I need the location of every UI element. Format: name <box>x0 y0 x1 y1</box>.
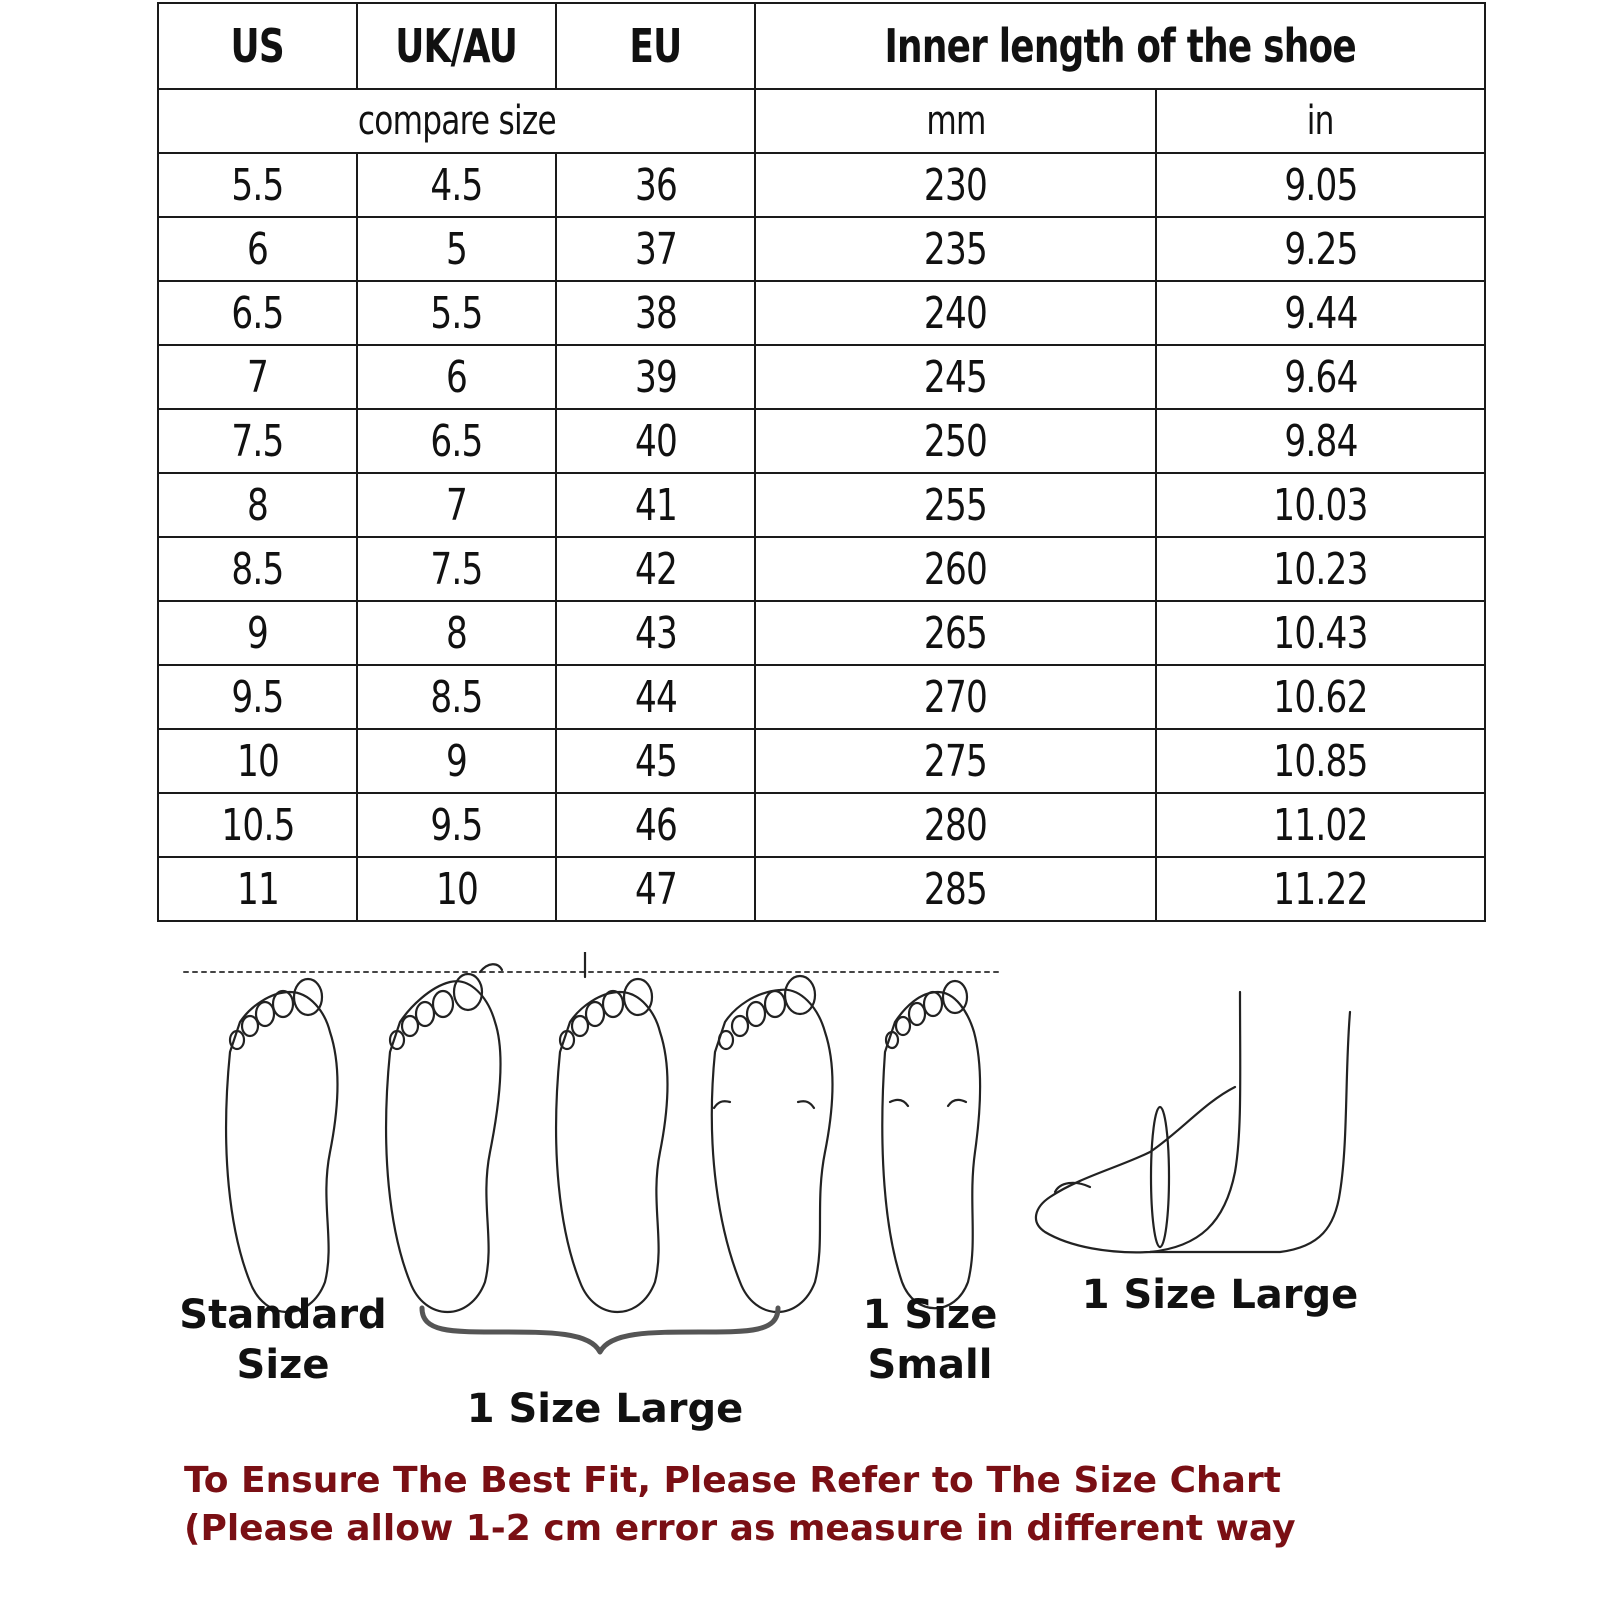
eu-size-cell: 39 <box>556 345 755 409</box>
table-row <box>158 601 1485 665</box>
foot-small-icon <box>882 981 980 1308</box>
side-one-size-large-caption: 1 Size Large <box>1081 1272 1359 1318</box>
uk-au-size-cell: 9.5 <box>357 793 556 857</box>
eu-size-cell: 37 <box>556 217 755 281</box>
table-row <box>158 857 1485 921</box>
table-row <box>158 537 1485 601</box>
us-size-cell: 9.5 <box>158 665 357 729</box>
standard-size-line2: Size <box>236 1342 330 1388</box>
eu-size-cell: 47 <box>556 857 755 921</box>
us-size-cell: 5.5 <box>158 153 357 217</box>
length-in-cell: 9.64 <box>1156 345 1485 409</box>
length-in-cell: 11.02 <box>1156 793 1485 857</box>
uk-au-size-cell: 4.5 <box>357 153 556 217</box>
uk-au-size-cell: 5.5 <box>357 281 556 345</box>
uk-au-size-cell: 7 <box>357 473 556 537</box>
side-view-foot-icon <box>1036 992 1350 1252</box>
length-mm-cell: 275 <box>755 729 1156 793</box>
eu-size-cell: 40 <box>556 409 755 473</box>
us-size-cell: 7.5 <box>158 409 357 473</box>
uk-au-size-cell: 9 <box>357 729 556 793</box>
eu-size-cell: 46 <box>556 793 755 857</box>
size-large-brace-icon <box>422 1308 778 1352</box>
length-in-cell: 9.44 <box>1156 281 1485 345</box>
length-in-cell: 9.05 <box>1156 153 1485 217</box>
length-mm-cell: 230 <box>755 153 1156 217</box>
us-size-cell: 10.5 <box>158 793 357 857</box>
us-size-cell: 8 <box>158 473 357 537</box>
length-mm-cell: 250 <box>755 409 1156 473</box>
us-size-cell: 10 <box>158 729 357 793</box>
uk-au-size-cell: 7.5 <box>357 537 556 601</box>
eu-size-cell: 45 <box>556 729 755 793</box>
length-mm-cell: 280 <box>755 793 1156 857</box>
foot-large-3-icon <box>712 976 833 1312</box>
eu-size-cell: 41 <box>556 473 755 537</box>
length-mm-cell: 255 <box>755 473 1156 537</box>
us-size-cell: 7 <box>158 345 357 409</box>
fit-note-line2: (Please allow 1-2 cm error as measure in different way <box>184 1508 1296 1549</box>
us-size-cell: 11 <box>158 857 357 921</box>
eu-size-cell: 44 <box>556 665 755 729</box>
length-in-cell: 10.85 <box>1156 729 1485 793</box>
us-size-cell: 8.5 <box>158 537 357 601</box>
foot-large-2-icon <box>556 952 667 1312</box>
one-size-small-line2: Small <box>867 1342 993 1388</box>
uk-au-size-cell: 10 <box>357 857 556 921</box>
table-row <box>158 153 1485 217</box>
length-mm-cell: 235 <box>755 217 1156 281</box>
eu-size-cell: 43 <box>556 601 755 665</box>
length-in-cell: 10.23 <box>1156 537 1485 601</box>
one-size-small-line1: 1 Size <box>862 1292 998 1338</box>
us-size-cell: 6 <box>158 217 357 281</box>
subheader-in: in <box>1156 89 1485 153</box>
length-mm-cell: 260 <box>755 537 1156 601</box>
length-mm-cell: 245 <box>755 345 1156 409</box>
length-mm-cell: 265 <box>755 601 1156 665</box>
uk-au-size-cell: 8 <box>357 601 556 665</box>
header-us: US <box>158 3 357 89</box>
table-row <box>158 217 1485 281</box>
uk-au-size-cell: 5 <box>357 217 556 281</box>
size-rows <box>158 153 1485 921</box>
uk-au-size-cell: 8.5 <box>357 665 556 729</box>
eu-size-cell: 36 <box>556 153 755 217</box>
table-row <box>158 409 1485 473</box>
length-in-cell: 9.25 <box>1156 217 1485 281</box>
eu-size-cell: 38 <box>556 281 755 345</box>
eu-size-cell: 42 <box>556 537 755 601</box>
length-in-cell: 10.62 <box>1156 665 1485 729</box>
header-inner-length: Inner length of the shoe <box>755 3 1485 89</box>
uk-au-size-cell: 6 <box>357 345 556 409</box>
uk-au-size-cell: 6.5 <box>357 409 556 473</box>
one-size-small-caption <box>850 1290 1010 1390</box>
foot-standard-icon <box>226 979 337 1312</box>
standard-size-line1: Standard <box>179 1292 387 1338</box>
length-in-cell: 11.22 <box>1156 857 1485 921</box>
length-mm-cell: 240 <box>755 281 1156 345</box>
length-in-cell: 10.43 <box>1156 601 1485 665</box>
length-mm-cell: 270 <box>755 665 1156 729</box>
standard-size-caption <box>168 1290 398 1390</box>
subheader-row <box>158 89 1485 153</box>
fit-note-line1: To Ensure The Best Fit, Please Refer to The Size Chart <box>184 1460 1281 1501</box>
foot-large-1-icon <box>386 964 502 1312</box>
us-size-cell: 9 <box>158 601 357 665</box>
subheader-compare-size: compare size <box>158 89 755 153</box>
header-eu: EU <box>556 3 755 89</box>
size-chart-table <box>157 2 1486 922</box>
one-size-large-caption: 1 Size Large <box>466 1386 744 1432</box>
header-row <box>158 3 1485 89</box>
table-row <box>158 793 1485 857</box>
table-row <box>158 345 1485 409</box>
length-in-cell: 10.03 <box>1156 473 1485 537</box>
length-mm-cell: 285 <box>755 857 1156 921</box>
table-row <box>158 729 1485 793</box>
us-size-cell: 6.5 <box>158 281 357 345</box>
length-in-cell: 9.84 <box>1156 409 1485 473</box>
table-row <box>158 665 1485 729</box>
table-row <box>158 473 1485 537</box>
header-uk-au: UK/AU <box>357 3 556 89</box>
table-row <box>158 281 1485 345</box>
subheader-mm: mm <box>755 89 1156 153</box>
